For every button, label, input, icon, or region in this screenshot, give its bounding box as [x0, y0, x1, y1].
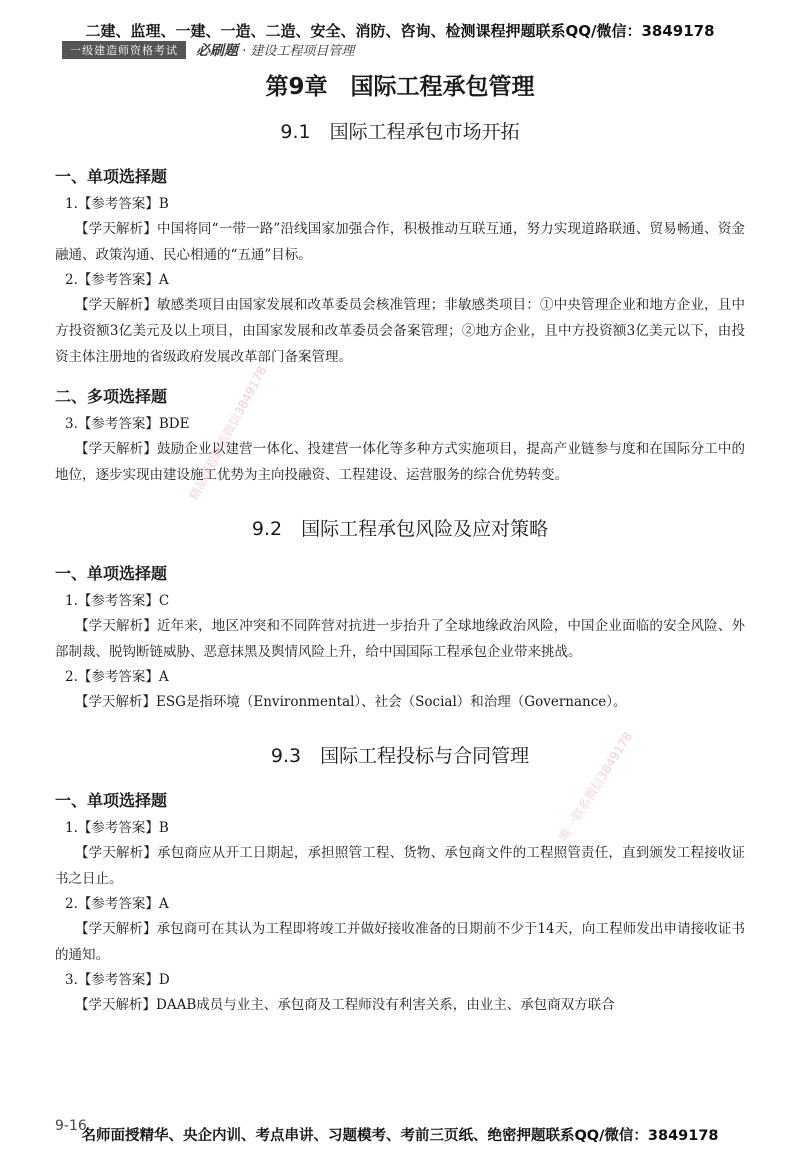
analysis-paragraph: 【学天解析】中国将同“一带一路”沿线国家加强合作，积极推动互联互通，努力实现道路联通、贸易畅通、资金融通、政策沟通、民心相通的“五通”目标。: [55, 221, 745, 263]
watermark: 精品课程联系微信3849178: [186, 363, 270, 503]
answer-line: 2.【参考答案】A: [65, 272, 169, 288]
book-title: [196, 40, 354, 60]
analysis-paragraph: 【学天解析】敏感类项目由国家发展和改革委员会核准管理；非敏感类项目：①中央管理企业和地方企业，且中方投资额3亿美元及以上项目，由国家发展和改革委员会备案管理；②地方企业，且中方投资额3亿美元以下，由投资主体注册地的省级政府发展改革部门备案管理。: [55, 297, 745, 365]
bottom-promo-banner: 名师面授精华、央企内训、考点串讲、习题模考、考前三页纸、绝密押题联系QQ/微信：3849178: [81, 1128, 719, 1144]
analysis-paragraph: 【学天解析】ESG是指环境（Environmental）、社会（Social）和治理（Governance）。: [75, 694, 627, 710]
question-type-heading: 一、单项选择题: [55, 167, 168, 186]
answer-line: 3.【参考答案】BDE: [65, 416, 190, 432]
chapter-title: 第9章 国际工程承包管理: [265, 74, 535, 100]
series-tag: 一级建造师资格考试: [62, 41, 186, 59]
section-title: 9.2 国际工程承包风险及应对策略: [251, 518, 549, 540]
answer-line: 1.【参考答案】B: [65, 820, 169, 836]
running-header: [62, 41, 354, 59]
answer-line: 3.【参考答案】D: [65, 972, 170, 988]
analysis-paragraph: 【学天解析】近年来，地区冲突和不同阵营对抗进一步抬升了全球地缘政治风险，中国企业面临的安全风险、外部制裁、脱钩断链威胁、恶意抹黑及舆情风险上升，给中国国际工程承包企业带来挑战。: [55, 618, 745, 660]
answer-line: 2.【参考答案】A: [65, 669, 169, 685]
title-dot: ·: [242, 44, 247, 59]
analysis-paragraph: 【学天解析】承包商可在其认为工程即将竣工并做好接收准备的日期前不少于14天，向工程师发出申请接收证书的通知。: [55, 921, 745, 963]
section-title: 9.1 国际工程承包市场开拓: [280, 121, 520, 143]
question-type-heading: 一、单项选择题: [55, 791, 168, 810]
subject-name: 建设工程项目管理: [250, 44, 355, 59]
top-promo-banner: 二建、监理、一建、一造、二造、安全、消防、咨询、检测课程押题联系QQ/微信：3849178: [85, 22, 715, 40]
page-number: 9-16: [55, 1118, 87, 1134]
brand-name: 必刷题: [196, 43, 238, 59]
answer-line: 1.【参考答案】C: [65, 593, 170, 609]
question-type-heading: 二、多项选择题: [55, 387, 168, 406]
page-content: [55, 66, 745, 1018]
watermark: 唯一联系微信3849178: [556, 729, 636, 844]
section-title: 9.3 国际工程投标与合同管理: [270, 745, 530, 767]
analysis-paragraph: 【学天解析】承包商应从开工日期起，承担照管工程、货物、承包商文件的工程照管责任，直到颁发工程接收证书之日止。: [55, 845, 745, 887]
analysis-paragraph: 【学天解析】鼓励企业以建营一体化、投建营一体化等多种方式实施项目，提高产业链参与度和在国际分工中的地位，逐步实现由建设施工优势为主向投融资、工程建设、运营服务的综合优势转变。: [55, 441, 745, 483]
answer-line: 1.【参考答案】B: [65, 196, 169, 212]
question-type-heading: 一、单项选择题: [55, 564, 168, 583]
answer-line: 2.【参考答案】A: [65, 896, 169, 912]
analysis-paragraph: 【学天解析】DAAB成员与业主、承包商及工程师没有利害关系，由业主、承包商双方联合: [75, 997, 615, 1013]
